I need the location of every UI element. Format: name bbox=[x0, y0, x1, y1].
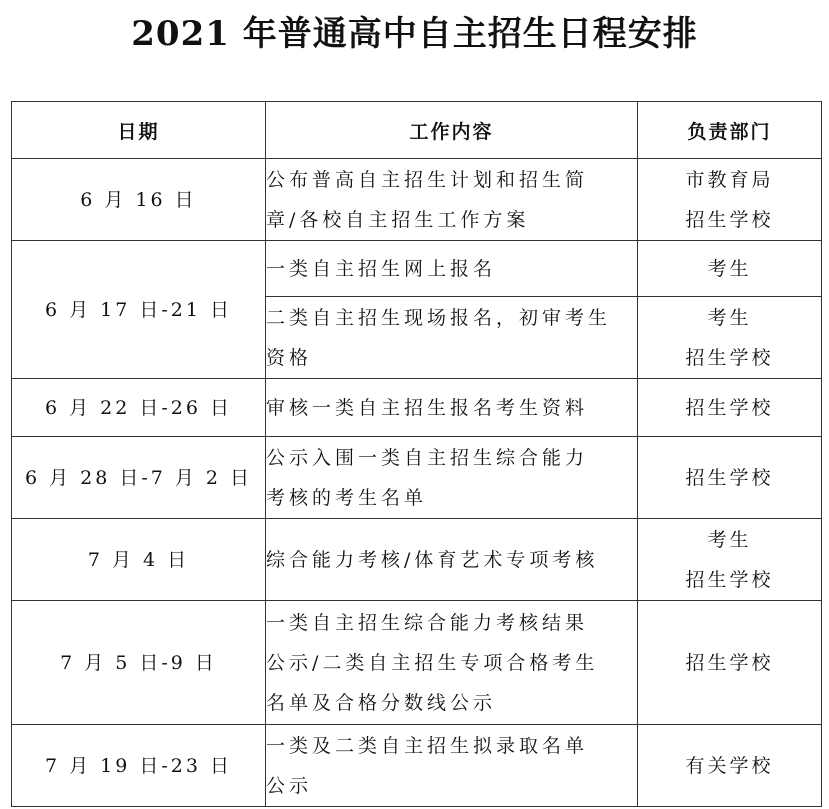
content-line: 一类自主招生网上报名 bbox=[266, 257, 497, 280]
content-cell bbox=[266, 519, 638, 601]
content-line: 公示/二类自主招生专项合格考生 bbox=[266, 651, 599, 674]
dept-cell bbox=[638, 519, 822, 601]
content-cell bbox=[266, 379, 638, 437]
table-row bbox=[12, 437, 822, 519]
dept-line: 考生 bbox=[707, 306, 752, 329]
content-line: 二类自主招生现场报名，初审考生 bbox=[266, 306, 612, 329]
content-cell bbox=[266, 437, 638, 519]
dept-line: 考生 bbox=[707, 528, 752, 551]
date-cell: 7 月 19 日-23 日 bbox=[12, 725, 266, 807]
content-line: 一类及二类自主招生拟录取名单 bbox=[266, 734, 589, 757]
header-content: 工作内容 bbox=[266, 102, 638, 159]
dept-line: 招生学校 bbox=[685, 651, 774, 674]
content-line: 公示 bbox=[266, 774, 313, 797]
date-cell: 6 月 28 日-7 月 2 日 bbox=[12, 437, 266, 519]
header-dept: 负责部门 bbox=[638, 102, 822, 159]
content-line: 资格 bbox=[266, 346, 313, 369]
dept-line: 招生学校 bbox=[685, 568, 774, 591]
table-row bbox=[12, 601, 822, 725]
date-cell: 7 月 4 日 bbox=[12, 519, 266, 601]
content-cell bbox=[266, 725, 638, 807]
dept-cell bbox=[638, 601, 822, 725]
date-cell: 6 月 16 日 bbox=[12, 159, 266, 241]
page-title: 2021 年普通高中自主招生日程安排 bbox=[131, 14, 698, 54]
dept-line: 招生学校 bbox=[685, 396, 774, 419]
content-line: 名单及合格分数线公示 bbox=[266, 691, 497, 714]
dept-cell bbox=[638, 725, 822, 807]
date-cell: 7 月 5 日-9 日 bbox=[12, 601, 266, 725]
dept-cell bbox=[638, 159, 822, 241]
table-row bbox=[12, 241, 822, 297]
content-line: 公布普高自主招生计划和招生简 bbox=[266, 168, 589, 191]
dept-line: 有关学校 bbox=[685, 754, 774, 777]
content-line: 公示入围一类自主招生综合能力 bbox=[266, 446, 589, 469]
content-line: 综合能力考核/体育艺术专项考核 bbox=[266, 548, 599, 571]
dept-line: 市教育局 bbox=[685, 168, 774, 191]
content-cell bbox=[266, 241, 638, 297]
date-cell: 6 月 17 日-21 日 bbox=[12, 241, 266, 379]
dept-cell bbox=[638, 297, 822, 379]
content-cell bbox=[266, 601, 638, 725]
content-cell bbox=[266, 159, 638, 241]
dept-line: 招生学校 bbox=[685, 208, 774, 231]
table-row bbox=[12, 519, 822, 601]
table-header-row bbox=[12, 102, 822, 159]
table-row bbox=[12, 159, 822, 241]
dept-cell bbox=[638, 379, 822, 437]
content-line: 一类自主招生综合能力考核结果 bbox=[266, 611, 589, 634]
schedule-table bbox=[11, 101, 822, 807]
content-line: 考核的考生名单 bbox=[266, 486, 428, 509]
content-line: 审核一类自主招生报名考生资料 bbox=[266, 396, 589, 419]
content-cell bbox=[266, 297, 638, 379]
date-cell: 6 月 22 日-26 日 bbox=[12, 379, 266, 437]
dept-cell bbox=[638, 241, 822, 297]
dept-line: 招生学校 bbox=[685, 466, 774, 489]
table-row bbox=[12, 379, 822, 437]
content-line: 章/各校自主招生工作方案 bbox=[266, 208, 530, 231]
header-date: 日期 bbox=[12, 102, 266, 159]
dept-line: 招生学校 bbox=[685, 346, 774, 369]
dept-cell bbox=[638, 437, 822, 519]
table-row bbox=[12, 725, 822, 807]
dept-line: 考生 bbox=[707, 257, 752, 280]
